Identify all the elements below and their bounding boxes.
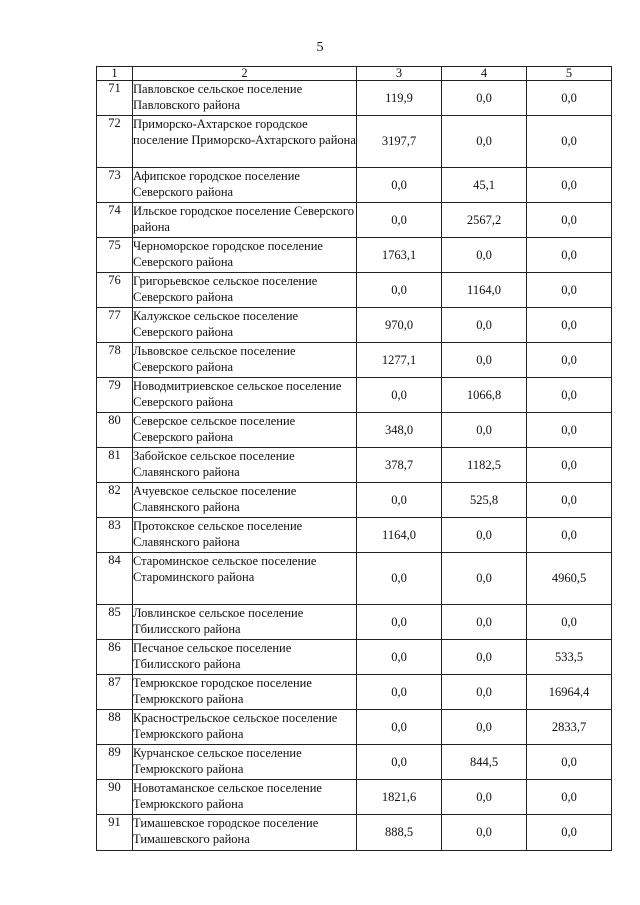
- value-col-4: 1164,0: [442, 273, 527, 308]
- settlement-name: Северское сельское поселение Северского района: [133, 413, 357, 448]
- value-col-5: 0,0: [527, 81, 612, 116]
- value-col-3: 0,0: [357, 605, 442, 640]
- allocation-table: [96, 66, 612, 851]
- value-col-4: 2567,2: [442, 203, 527, 238]
- row-number: 83: [97, 518, 133, 553]
- column-header-4: 4: [442, 67, 527, 81]
- value-col-3: 348,0: [357, 413, 442, 448]
- value-col-3: 378,7: [357, 448, 442, 483]
- settlement-name: Ловлинское сельское поселение Тбилисского района: [133, 605, 357, 640]
- table-row: [97, 553, 612, 605]
- value-col-5: 0,0: [527, 238, 612, 273]
- value-col-3: 888,5: [357, 815, 442, 851]
- value-col-3: 0,0: [357, 203, 442, 238]
- value-col-4: 0,0: [442, 81, 527, 116]
- value-col-4: 0,0: [442, 553, 527, 605]
- value-col-3: 0,0: [357, 675, 442, 710]
- value-col-5: 0,0: [527, 343, 612, 378]
- value-col-3: 119,9: [357, 81, 442, 116]
- value-col-5: 0,0: [527, 203, 612, 238]
- settlement-name: Новодмитриевское сельское поселение Северского района: [133, 378, 357, 413]
- settlement-name: Ильское городское поселение Северского района: [133, 203, 357, 238]
- value-col-3: 1164,0: [357, 518, 442, 553]
- value-col-5: 0,0: [527, 308, 612, 343]
- settlement-name: Новотаманское сельское поселение Темрюкского района: [133, 780, 357, 815]
- table-row: [97, 378, 612, 413]
- table-row: [97, 483, 612, 518]
- row-number: 90: [97, 780, 133, 815]
- row-number: 81: [97, 448, 133, 483]
- value-col-4: 0,0: [442, 675, 527, 710]
- table-row: [97, 640, 612, 675]
- table-row: [97, 675, 612, 710]
- settlement-name: Забойское сельское поселение Славянского района: [133, 448, 357, 483]
- row-number: 74: [97, 203, 133, 238]
- settlement-name: Григорьевское сельское поселение Северского района: [133, 273, 357, 308]
- value-col-4: 45,1: [442, 168, 527, 203]
- row-number: 72: [97, 116, 133, 168]
- value-col-4: 0,0: [442, 308, 527, 343]
- value-col-5: 0,0: [527, 448, 612, 483]
- value-col-4: 0,0: [442, 518, 527, 553]
- column-header-3: 3: [357, 67, 442, 81]
- value-col-4: 0,0: [442, 116, 527, 168]
- settlement-name: Тимашевское городское поселение Тимашевского района: [133, 815, 357, 851]
- value-col-3: 1277,1: [357, 343, 442, 378]
- column-header-number: 1: [97, 67, 133, 81]
- value-col-3: 1821,6: [357, 780, 442, 815]
- table-row: [97, 745, 612, 780]
- row-number: 82: [97, 483, 133, 518]
- table-row: [97, 413, 612, 448]
- row-number: 77: [97, 308, 133, 343]
- table-row: [97, 605, 612, 640]
- table-row: [97, 780, 612, 815]
- value-col-3: 970,0: [357, 308, 442, 343]
- value-col-5: 0,0: [527, 745, 612, 780]
- value-col-5: 0,0: [527, 378, 612, 413]
- value-col-3: 0,0: [357, 745, 442, 780]
- value-col-5: 533,5: [527, 640, 612, 675]
- settlement-name: Песчаное сельское поселение Тбилисского района: [133, 640, 357, 675]
- value-col-3: 0,0: [357, 640, 442, 675]
- value-col-5: 0,0: [527, 815, 612, 851]
- row-number: 75: [97, 238, 133, 273]
- settlement-name: Староминское сельское поселение Староминского района: [133, 553, 357, 605]
- row-number: 84: [97, 553, 133, 605]
- row-number: 80: [97, 413, 133, 448]
- row-number: 91: [97, 815, 133, 851]
- row-number: 71: [97, 81, 133, 116]
- settlement-name: Павловское сельское поселение Павловского района: [133, 81, 357, 116]
- value-col-5: 0,0: [527, 168, 612, 203]
- row-number: 86: [97, 640, 133, 675]
- value-col-5: 0,0: [527, 605, 612, 640]
- table-row: [97, 203, 612, 238]
- row-number: 88: [97, 710, 133, 745]
- value-col-5: 0,0: [527, 273, 612, 308]
- page-number: 5: [316, 40, 324, 55]
- row-number: 76: [97, 273, 133, 308]
- row-number: 87: [97, 675, 133, 710]
- value-col-4: 844,5: [442, 745, 527, 780]
- value-col-5: 4960,5: [527, 553, 612, 605]
- value-col-5: 0,0: [527, 483, 612, 518]
- value-col-5: 0,0: [527, 413, 612, 448]
- value-col-4: 0,0: [442, 780, 527, 815]
- value-col-5: 0,0: [527, 780, 612, 815]
- settlement-name: Краснострельское сельское поселение Темрюкского района: [133, 710, 357, 745]
- table-header-row: [97, 67, 612, 81]
- table-row: [97, 273, 612, 308]
- row-number: 85: [97, 605, 133, 640]
- row-number: 73: [97, 168, 133, 203]
- value-col-3: 0,0: [357, 168, 442, 203]
- value-col-5: 0,0: [527, 116, 612, 168]
- table-row: [97, 710, 612, 745]
- value-col-3: 0,0: [357, 710, 442, 745]
- value-col-4: 0,0: [442, 710, 527, 745]
- value-col-3: 0,0: [357, 553, 442, 605]
- value-col-5: 2833,7: [527, 710, 612, 745]
- value-col-4: 0,0: [442, 343, 527, 378]
- table-row: [97, 238, 612, 273]
- value-col-3: 3197,7: [357, 116, 442, 168]
- value-col-4: 0,0: [442, 413, 527, 448]
- value-col-4: 1066,8: [442, 378, 527, 413]
- table-row: [97, 815, 612, 851]
- settlement-name: Протокское сельское поселение Славянского района: [133, 518, 357, 553]
- value-col-4: 525,8: [442, 483, 527, 518]
- settlement-name: Курчанское сельское поселение Темрюкского района: [133, 745, 357, 780]
- table-row: [97, 168, 612, 203]
- table-row: [97, 308, 612, 343]
- value-col-3: 0,0: [357, 273, 442, 308]
- value-col-4: 0,0: [442, 605, 527, 640]
- row-number: 79: [97, 378, 133, 413]
- value-col-3: 0,0: [357, 483, 442, 518]
- row-number: 89: [97, 745, 133, 780]
- settlement-name: Черноморское городское поселение Северского района: [133, 238, 357, 273]
- table-row: [97, 448, 612, 483]
- column-header-5: 5: [527, 67, 612, 81]
- value-col-3: 0,0: [357, 378, 442, 413]
- value-col-5: 16964,4: [527, 675, 612, 710]
- table-body: [97, 81, 612, 851]
- table-row: [97, 81, 612, 116]
- value-col-3: 1763,1: [357, 238, 442, 273]
- value-col-4: 0,0: [442, 815, 527, 851]
- table-row: [97, 116, 612, 168]
- value-col-4: 1182,5: [442, 448, 527, 483]
- settlement-name: Темрюкское городское поселение Темрюкского района: [133, 675, 357, 710]
- settlement-name: Афипское городское поселение Северского района: [133, 168, 357, 203]
- settlement-name: Ачуевское сельское поселение Славянского района: [133, 483, 357, 518]
- column-header-name: 2: [133, 67, 357, 81]
- value-col-5: 0,0: [527, 518, 612, 553]
- value-col-4: 0,0: [442, 640, 527, 675]
- settlement-name: Калужское сельское поселение Северского района: [133, 308, 357, 343]
- table-row: [97, 343, 612, 378]
- row-number: 78: [97, 343, 133, 378]
- settlement-name: Приморско-Ахтарское городское поселение Приморско-Ахтарского района: [133, 116, 357, 168]
- value-col-4: 0,0: [442, 238, 527, 273]
- table-row: [97, 518, 612, 553]
- settlement-name: Львовское сельское поселение Северского района: [133, 343, 357, 378]
